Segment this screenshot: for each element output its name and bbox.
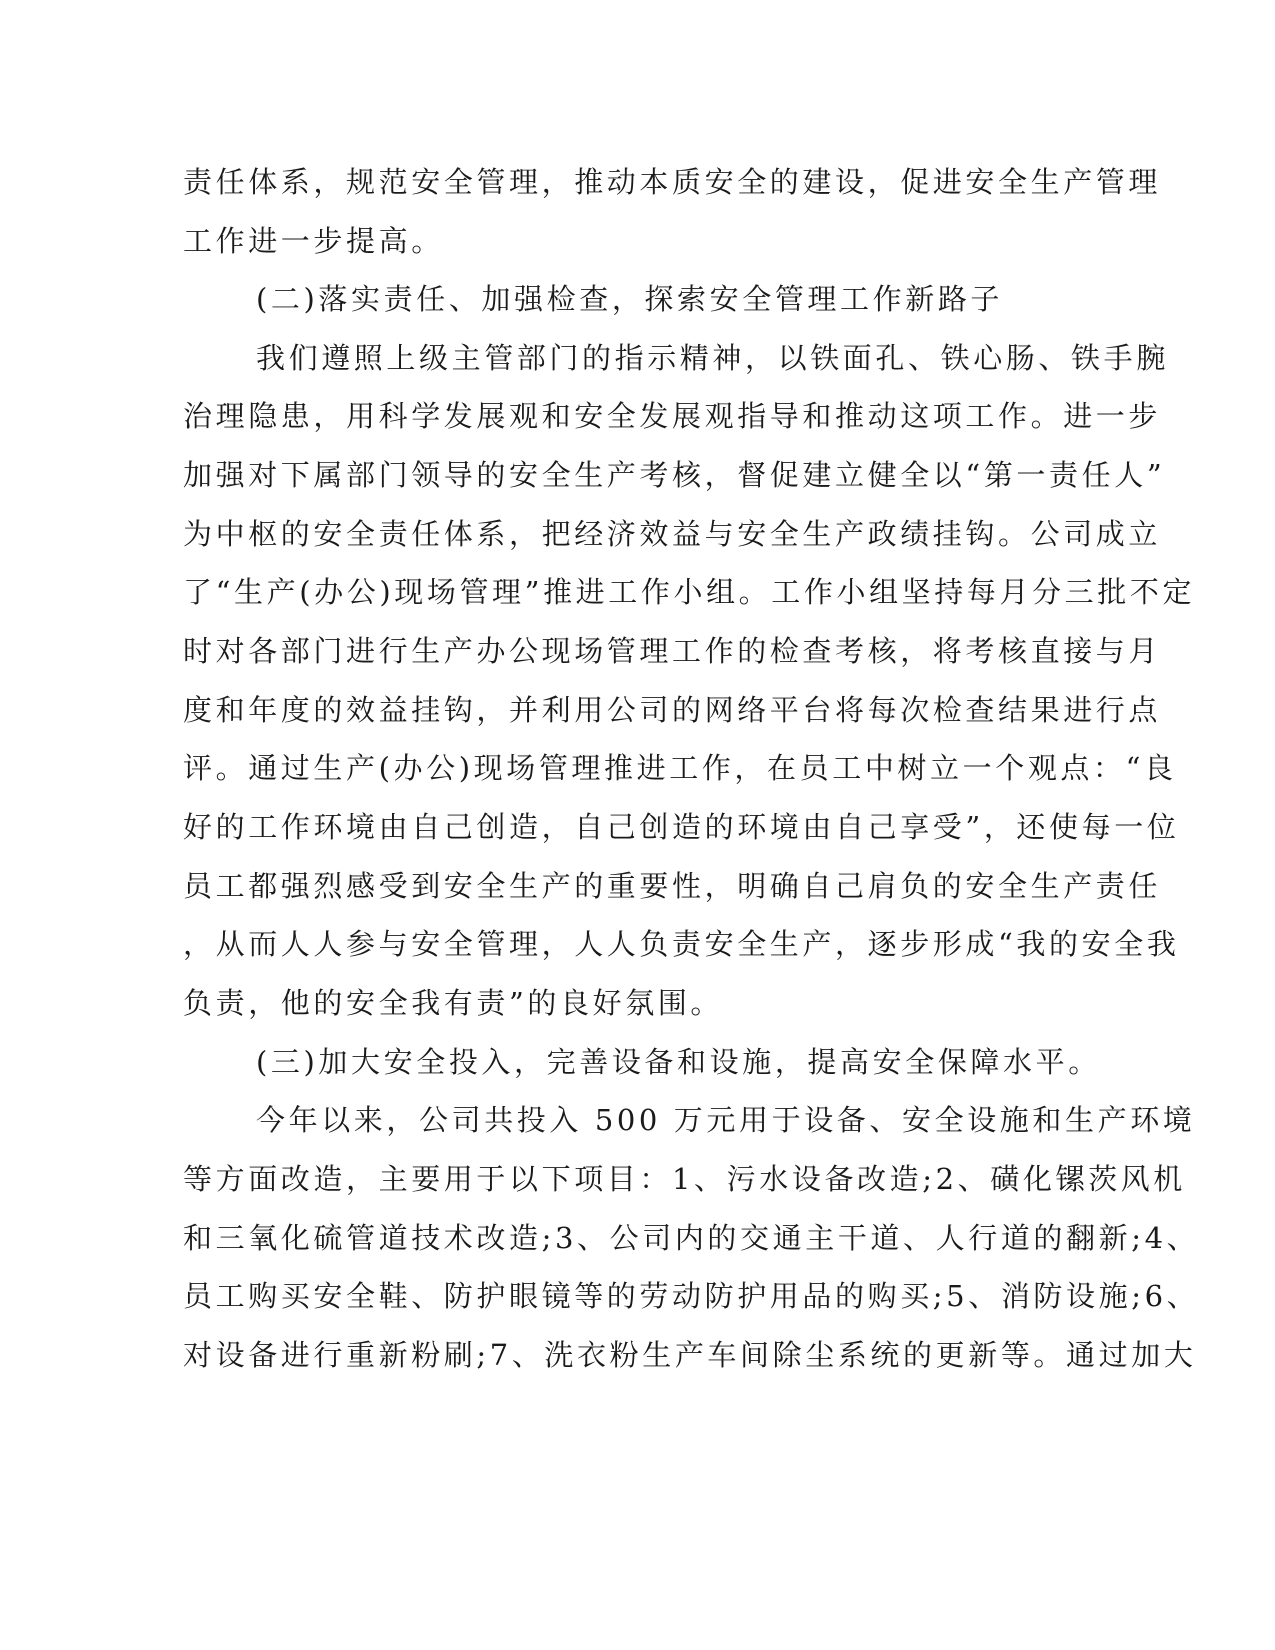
text-line: 治理隐患，用科学发展观和安全发展观指导和推动这项工作。进一步 <box>183 399 1162 433</box>
text-line: 责任体系，规范安全管理，推动本质安全的建设，促进安全生产管理 <box>183 165 1162 199</box>
text-line: 为中枢的安全责任体系，把经济效益与安全生产政绩挂钩。公司成立 <box>183 517 1162 551</box>
text-line: 等方面改造，主要用于以下项目：1、污水设备改造;2、磺化镙茨风机 <box>183 1162 1186 1196</box>
text-line: ，从而人人参与安全管理，人人负责安全生产，逐步形成“我的安全我 <box>183 927 1180 961</box>
text-line: 了“生产(办公)现场管理”推进工作小组。工作小组坚持每月分三批不定 <box>183 575 1196 609</box>
text-line: 工作进一步提高。 <box>183 224 444 258</box>
text-line: 负责，他的安全我有责”的良好氛围。 <box>183 986 724 1020</box>
text-line: 时对各部门进行生产办公现场管理工作的检查考核，将考核直接与月 <box>183 634 1162 668</box>
text-line: 度和年度的效益挂钩，并利用公司的网络平台将每次检查结果进行点 <box>183 693 1162 727</box>
text-line: 和三氧化硫管道技术改造;3、公司内的交通主干道、人行道的翻新;4、 <box>183 1221 1200 1255</box>
section-heading: (二)落实责任、加强检查，探索安全管理工作新路子 <box>256 282 1004 316</box>
section-heading: (三)加大安全投入，完善设备和设施，提高安全保障水平。 <box>256 1045 1101 1079</box>
text-line: 员工都强烈感受到安全生产的重要性，明确自己肩负的安全生产责任 <box>183 869 1162 903</box>
text-line: 今年以来，公司共投入 500 万元用于设备、安全设施和生产环境 <box>256 1103 1196 1137</box>
text-line: 我们遵照上级主管部门的指示精神，以铁面孔、铁心肠、铁手腕 <box>256 341 1169 375</box>
text-line: 好的工作环境由自己创造，自己创造的环境由自己享受”，还使每一位 <box>183 810 1180 844</box>
text-line: 加强对下属部门领导的安全生产考核，督促建立健全以“第一责任人” <box>183 458 1166 492</box>
text-line: 评。通过生产(办公)现场管理推进工作，在员工中树立一个观点：“良 <box>183 751 1177 785</box>
text-line: 对设备进行重新粉刷;7、洗衣粉生产车间除尘系统的更新等。通过加大 <box>183 1338 1197 1372</box>
text-line: 员工购买安全鞋、防护眼镜等的劳动防护用品的购买;5、消防设施;6、 <box>183 1279 1200 1313</box>
